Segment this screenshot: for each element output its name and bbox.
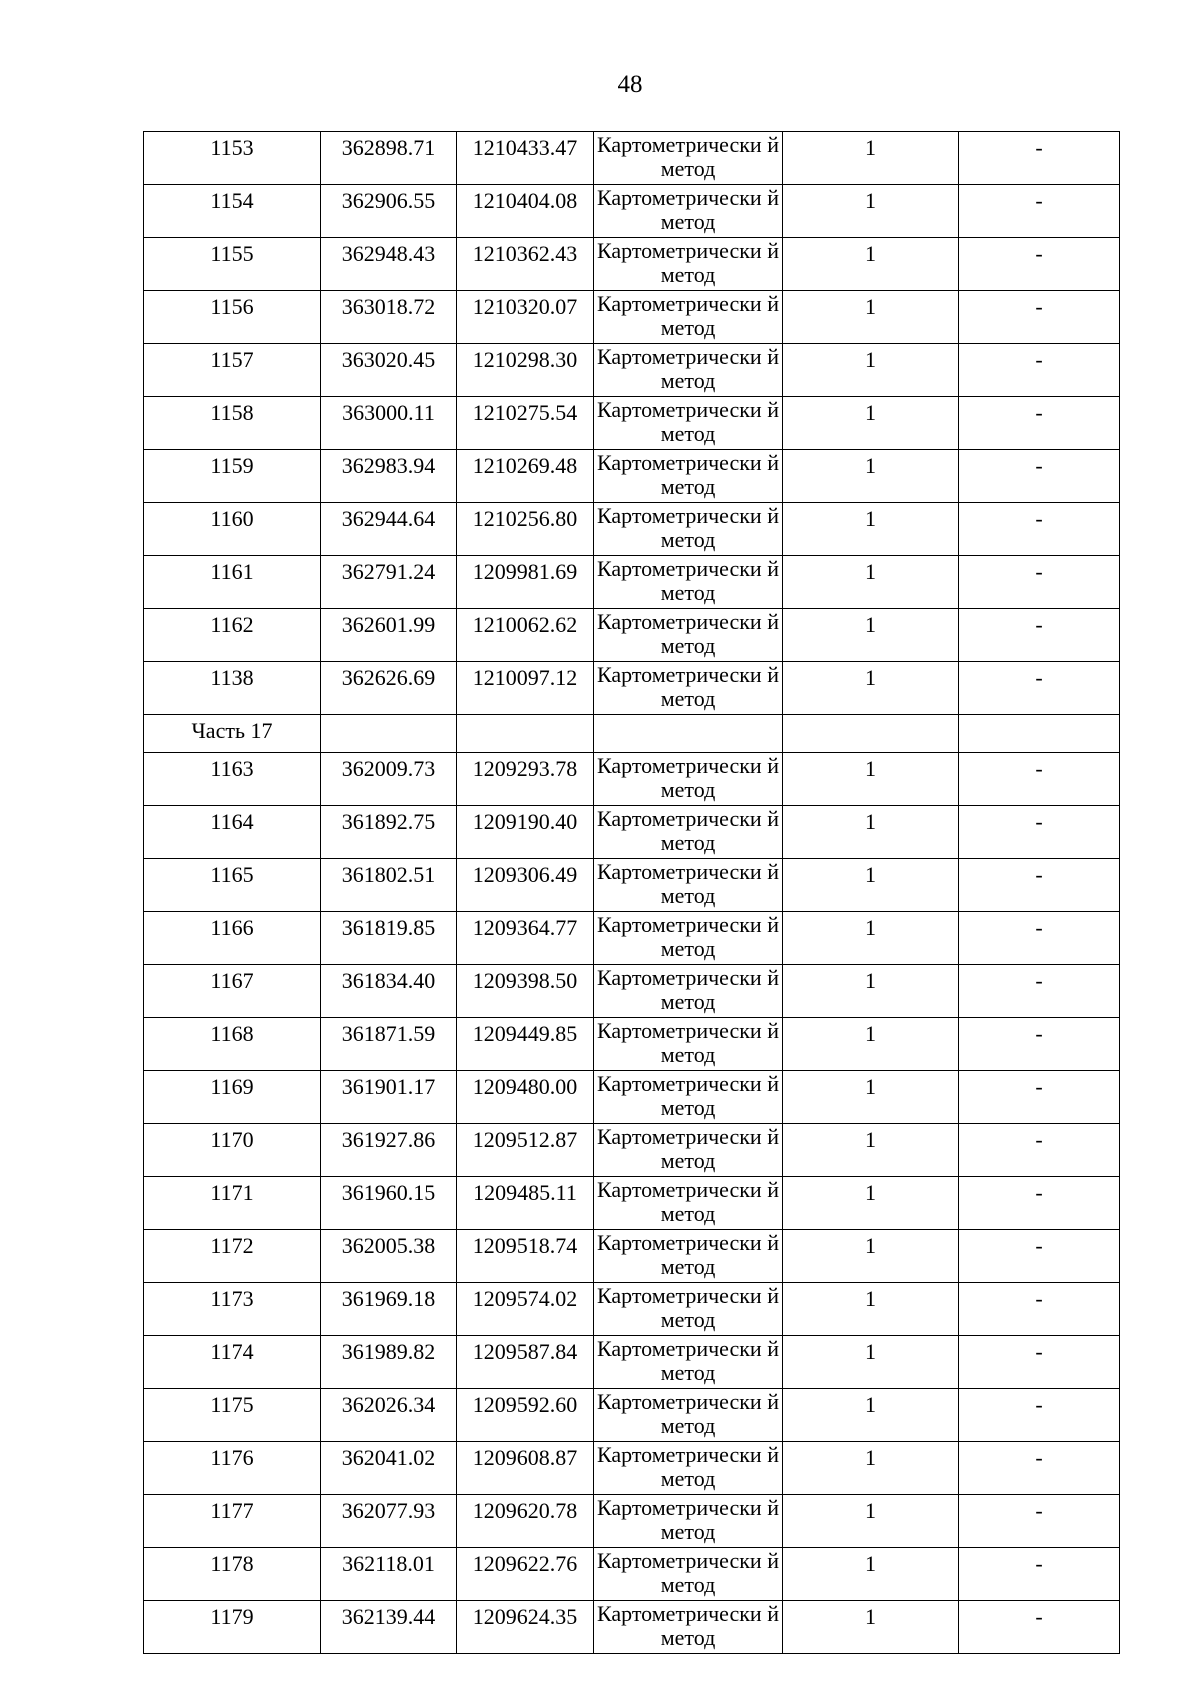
table-row	[144, 1177, 1120, 1230]
coordinates-table	[143, 131, 1120, 1654]
table-row	[144, 965, 1120, 1018]
x-coordinate-cell: 362906.55	[321, 185, 457, 238]
table-row	[144, 1018, 1120, 1071]
y-coordinate-cell: 1209398.50	[457, 965, 594, 1018]
point-id-cell: 1166	[144, 912, 321, 965]
y-coordinate-cell: 1209512.87	[457, 1124, 594, 1177]
point-id-cell: 1153	[144, 132, 321, 185]
y-coordinate-cell: 1209587.84	[457, 1336, 594, 1389]
note-cell: -	[959, 397, 1120, 450]
note-cell: -	[959, 1230, 1120, 1283]
note-cell: -	[959, 1018, 1120, 1071]
empty-cell	[783, 715, 959, 753]
point-id-cell: 1172	[144, 1230, 321, 1283]
y-coordinate-cell: 1209981.69	[457, 556, 594, 609]
table-row	[144, 132, 1120, 185]
note-cell: -	[959, 1601, 1120, 1654]
note-cell: -	[959, 291, 1120, 344]
note-cell: -	[959, 1442, 1120, 1495]
accuracy-value-cell: 1	[783, 912, 959, 965]
point-id-cell: 1165	[144, 859, 321, 912]
accuracy-value-cell: 1	[783, 1548, 959, 1601]
x-coordinate-cell: 362026.34	[321, 1389, 457, 1442]
method-cell: Картометрически й метод	[594, 753, 783, 806]
note-cell: -	[959, 662, 1120, 715]
table-row	[144, 1442, 1120, 1495]
note-cell: -	[959, 556, 1120, 609]
accuracy-value-cell: 1	[783, 185, 959, 238]
note-cell: -	[959, 912, 1120, 965]
x-coordinate-cell: 362898.71	[321, 132, 457, 185]
point-id-cell: 1159	[144, 450, 321, 503]
point-id-cell: 1154	[144, 185, 321, 238]
accuracy-value-cell: 1	[783, 662, 959, 715]
table-row	[144, 912, 1120, 965]
note-cell: -	[959, 753, 1120, 806]
table-row	[144, 662, 1120, 715]
x-coordinate-cell: 363018.72	[321, 291, 457, 344]
y-coordinate-cell: 1209364.77	[457, 912, 594, 965]
x-coordinate-cell: 362626.69	[321, 662, 457, 715]
point-id-cell: 1160	[144, 503, 321, 556]
empty-cell	[959, 715, 1120, 753]
note-cell: -	[959, 1071, 1120, 1124]
table-row	[144, 1124, 1120, 1177]
method-cell: Картометрически й метод	[594, 1548, 783, 1601]
note-cell: -	[959, 1124, 1120, 1177]
point-id-cell: 1179	[144, 1601, 321, 1654]
point-id-cell: 1169	[144, 1071, 321, 1124]
accuracy-value-cell: 1	[783, 1071, 959, 1124]
y-coordinate-cell: 1209592.60	[457, 1389, 594, 1442]
accuracy-value-cell: 1	[783, 1442, 959, 1495]
accuracy-value-cell: 1	[783, 238, 959, 291]
method-cell: Картометрически й метод	[594, 1389, 783, 1442]
method-cell: Картометрически й метод	[594, 1601, 783, 1654]
accuracy-value-cell: 1	[783, 1283, 959, 1336]
table-row	[144, 806, 1120, 859]
point-id-cell: 1174	[144, 1336, 321, 1389]
method-cell: Картометрически й метод	[594, 397, 783, 450]
method-cell: Картометрически й метод	[594, 291, 783, 344]
point-id-cell: 1176	[144, 1442, 321, 1495]
x-coordinate-cell: 361892.75	[321, 806, 457, 859]
method-cell: Картометрически й метод	[594, 344, 783, 397]
x-coordinate-cell: 363000.11	[321, 397, 457, 450]
y-coordinate-cell: 1210404.08	[457, 185, 594, 238]
table-row	[144, 1389, 1120, 1442]
table-row	[144, 185, 1120, 238]
accuracy-value-cell: 1	[783, 291, 959, 344]
y-coordinate-cell: 1210097.12	[457, 662, 594, 715]
note-cell: -	[959, 1336, 1120, 1389]
x-coordinate-cell: 362139.44	[321, 1601, 457, 1654]
method-cell: Картометрически й метод	[594, 1018, 783, 1071]
table-row	[144, 1071, 1120, 1124]
table-row	[144, 1336, 1120, 1389]
x-coordinate-cell: 361871.59	[321, 1018, 457, 1071]
note-cell: -	[959, 1548, 1120, 1601]
table-row	[144, 1548, 1120, 1601]
note-cell: -	[959, 185, 1120, 238]
accuracy-value-cell: 1	[783, 609, 959, 662]
point-id-cell: 1157	[144, 344, 321, 397]
y-coordinate-cell: 1210362.43	[457, 238, 594, 291]
accuracy-value-cell: 1	[783, 806, 959, 859]
table-row	[144, 344, 1120, 397]
accuracy-value-cell: 1	[783, 859, 959, 912]
y-coordinate-cell: 1210298.30	[457, 344, 594, 397]
method-cell: Картометрически й метод	[594, 912, 783, 965]
x-coordinate-cell: 363020.45	[321, 344, 457, 397]
x-coordinate-cell: 362009.73	[321, 753, 457, 806]
note-cell: -	[959, 1495, 1120, 1548]
method-cell: Картометрически й метод	[594, 1230, 783, 1283]
accuracy-value-cell: 1	[783, 1124, 959, 1177]
table-row	[144, 859, 1120, 912]
y-coordinate-cell: 1210320.07	[457, 291, 594, 344]
note-cell: -	[959, 450, 1120, 503]
method-cell: Картометрически й метод	[594, 556, 783, 609]
x-coordinate-cell: 361989.82	[321, 1336, 457, 1389]
coordinates-table-body	[144, 132, 1120, 1654]
x-coordinate-cell: 361819.85	[321, 912, 457, 965]
note-cell: -	[959, 609, 1120, 662]
table-row	[144, 556, 1120, 609]
accuracy-value-cell: 1	[783, 132, 959, 185]
note-cell: -	[959, 238, 1120, 291]
table-row	[144, 1230, 1120, 1283]
x-coordinate-cell: 361927.86	[321, 1124, 457, 1177]
x-coordinate-cell: 362791.24	[321, 556, 457, 609]
point-id-cell: 1168	[144, 1018, 321, 1071]
point-id-cell: 1155	[144, 238, 321, 291]
point-id-cell: 1164	[144, 806, 321, 859]
note-cell: -	[959, 1283, 1120, 1336]
y-coordinate-cell: 1209608.87	[457, 1442, 594, 1495]
y-coordinate-cell: 1209306.49	[457, 859, 594, 912]
method-cell: Картометрически й метод	[594, 806, 783, 859]
accuracy-value-cell: 1	[783, 1018, 959, 1071]
x-coordinate-cell: 361901.17	[321, 1071, 457, 1124]
y-coordinate-cell: 1210269.48	[457, 450, 594, 503]
point-id-cell: 1161	[144, 556, 321, 609]
note-cell: -	[959, 859, 1120, 912]
x-coordinate-cell: 362983.94	[321, 450, 457, 503]
x-coordinate-cell: 361834.40	[321, 965, 457, 1018]
method-cell: Картометрически й метод	[594, 662, 783, 715]
method-cell: Картометрически й метод	[594, 1177, 783, 1230]
note-cell: -	[959, 503, 1120, 556]
point-id-cell: 1167	[144, 965, 321, 1018]
method-cell: Картометрически й метод	[594, 859, 783, 912]
y-coordinate-cell: 1209518.74	[457, 1230, 594, 1283]
point-id-cell: 1138	[144, 662, 321, 715]
method-cell: Картометрически й метод	[594, 132, 783, 185]
y-coordinate-cell: 1209620.78	[457, 1495, 594, 1548]
method-cell: Картометрически й метод	[594, 185, 783, 238]
method-cell: Картометрически й метод	[594, 609, 783, 662]
table-row	[144, 1283, 1120, 1336]
y-coordinate-cell: 1210256.80	[457, 503, 594, 556]
y-coordinate-cell: 1209622.76	[457, 1548, 594, 1601]
table-row	[144, 291, 1120, 344]
empty-cell	[457, 715, 594, 753]
method-cell: Картометрически й метод	[594, 965, 783, 1018]
empty-cell	[321, 715, 457, 753]
note-cell: -	[959, 1389, 1120, 1442]
x-coordinate-cell: 361969.18	[321, 1283, 457, 1336]
method-cell: Картометрически й метод	[594, 1071, 783, 1124]
method-cell: Картометрически й метод	[594, 450, 783, 503]
table-row	[144, 1495, 1120, 1548]
note-cell: -	[959, 132, 1120, 185]
accuracy-value-cell: 1	[783, 1336, 959, 1389]
table-row	[144, 1601, 1120, 1654]
x-coordinate-cell: 362944.64	[321, 503, 457, 556]
accuracy-value-cell: 1	[783, 1495, 959, 1548]
empty-cell	[594, 715, 783, 753]
note-cell: -	[959, 965, 1120, 1018]
accuracy-value-cell: 1	[783, 1230, 959, 1283]
y-coordinate-cell: 1209190.40	[457, 806, 594, 859]
accuracy-value-cell: 1	[783, 344, 959, 397]
accuracy-value-cell: 1	[783, 753, 959, 806]
table-row	[144, 238, 1120, 291]
y-coordinate-cell: 1209480.00	[457, 1071, 594, 1124]
table-row	[144, 397, 1120, 450]
part-header-row	[144, 715, 1120, 753]
note-cell: -	[959, 1177, 1120, 1230]
point-id-cell: 1170	[144, 1124, 321, 1177]
accuracy-value-cell: 1	[783, 397, 959, 450]
accuracy-value-cell: 1	[783, 503, 959, 556]
point-id-cell: 1156	[144, 291, 321, 344]
point-id-cell: 1171	[144, 1177, 321, 1230]
accuracy-value-cell: 1	[783, 1601, 959, 1654]
x-coordinate-cell: 362118.01	[321, 1548, 457, 1601]
y-coordinate-cell: 1209293.78	[457, 753, 594, 806]
y-coordinate-cell: 1210275.54	[457, 397, 594, 450]
x-coordinate-cell: 361960.15	[321, 1177, 457, 1230]
method-cell: Картометрически й метод	[594, 1442, 783, 1495]
point-id-cell: 1177	[144, 1495, 321, 1548]
table-row	[144, 609, 1120, 662]
method-cell: Картометрически й метод	[594, 1283, 783, 1336]
accuracy-value-cell: 1	[783, 450, 959, 503]
part-label-cell: Часть 17	[144, 715, 321, 753]
y-coordinate-cell: 1209449.85	[457, 1018, 594, 1071]
point-id-cell: 1158	[144, 397, 321, 450]
point-id-cell: 1162	[144, 609, 321, 662]
method-cell: Картометрически й метод	[594, 238, 783, 291]
table-row	[144, 753, 1120, 806]
point-id-cell: 1178	[144, 1548, 321, 1601]
y-coordinate-cell: 1210433.47	[457, 132, 594, 185]
x-coordinate-cell: 362601.99	[321, 609, 457, 662]
table-row	[144, 450, 1120, 503]
x-coordinate-cell: 362077.93	[321, 1495, 457, 1548]
accuracy-value-cell: 1	[783, 965, 959, 1018]
note-cell: -	[959, 344, 1120, 397]
y-coordinate-cell: 1209574.02	[457, 1283, 594, 1336]
x-coordinate-cell: 362948.43	[321, 238, 457, 291]
table-row	[144, 503, 1120, 556]
y-coordinate-cell: 1209485.11	[457, 1177, 594, 1230]
point-id-cell: 1175	[144, 1389, 321, 1442]
x-coordinate-cell: 362005.38	[321, 1230, 457, 1283]
accuracy-value-cell: 1	[783, 1389, 959, 1442]
point-id-cell: 1173	[144, 1283, 321, 1336]
accuracy-value-cell: 1	[783, 556, 959, 609]
accuracy-value-cell: 1	[783, 1177, 959, 1230]
y-coordinate-cell: 1210062.62	[457, 609, 594, 662]
x-coordinate-cell: 362041.02	[321, 1442, 457, 1495]
x-coordinate-cell: 361802.51	[321, 859, 457, 912]
method-cell: Картометрически й метод	[594, 503, 783, 556]
method-cell: Картометрически й метод	[594, 1336, 783, 1389]
method-cell: Картометрически й метод	[594, 1495, 783, 1548]
page-number: 48	[617, 71, 643, 98]
note-cell: -	[959, 806, 1120, 859]
point-id-cell: 1163	[144, 753, 321, 806]
method-cell: Картометрически й метод	[594, 1124, 783, 1177]
y-coordinate-cell: 1209624.35	[457, 1601, 594, 1654]
